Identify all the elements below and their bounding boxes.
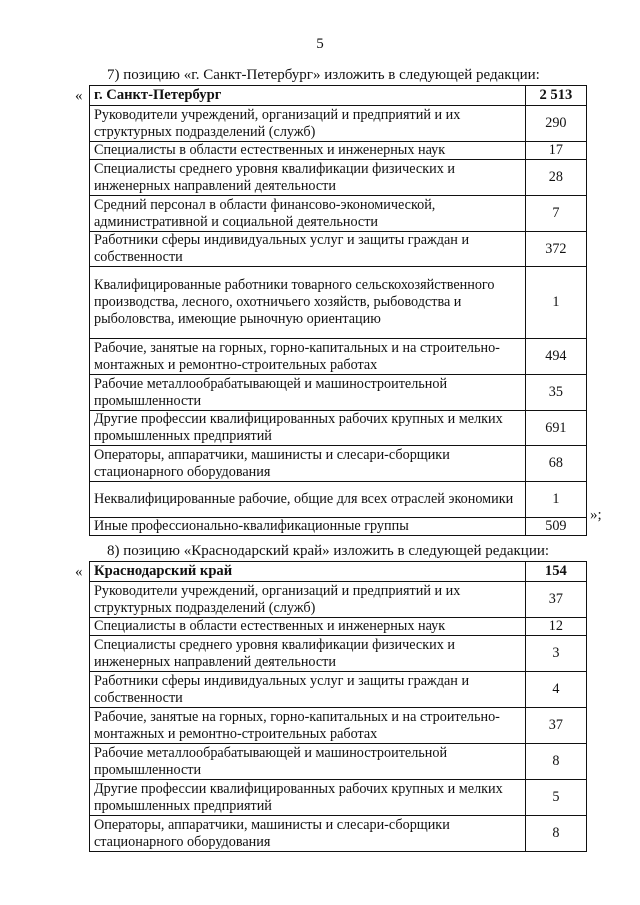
page-number: 5 — [316, 36, 324, 52]
table-header-row — [90, 86, 587, 106]
table-row — [90, 636, 587, 672]
table-row — [90, 708, 587, 744]
table-row — [90, 582, 587, 618]
table-row — [90, 160, 587, 196]
closing-quote: »; — [590, 507, 602, 523]
category-name: Рабочие металлообрабатывающей и машиностроительной промышленности — [90, 375, 526, 411]
category-name: Специалисты среднего уровня квалификации физических и инженерных направлений деятельности — [90, 636, 526, 672]
table-row — [90, 816, 587, 852]
category-value: 12 — [525, 618, 586, 636]
category-name: Неквалифицированные рабочие, общие для всех отраслей экономики — [90, 482, 526, 518]
category-name: Работники сферы индивидуальных услуг и защиты граждан и собственности — [90, 672, 526, 708]
table-row — [90, 106, 587, 142]
table-row — [90, 446, 587, 482]
category-value: 68 — [525, 446, 586, 482]
table-row — [90, 744, 587, 780]
category-value: 1 — [525, 482, 586, 518]
region-total: 154 — [525, 562, 586, 582]
category-value: 35 — [525, 375, 586, 411]
table-row — [90, 142, 587, 160]
table-row — [90, 482, 587, 518]
table-row — [90, 232, 587, 267]
category-name: Руководители учреждений, организаций и предприятий и их структурных подразделений (служб) — [90, 106, 526, 142]
category-name: Специалисты среднего уровня квалификации физических и инженерных направлений деятельности — [90, 160, 526, 196]
category-value: 494 — [525, 339, 586, 375]
category-value: 8 — [525, 744, 586, 780]
category-name: Другие профессии квалифицированных рабочих крупных и мелких промышленных предприятий — [90, 411, 526, 446]
category-name: Специалисты в области естественных и инженерных наук — [90, 142, 526, 160]
section-intro: 7) позицию «г. Санкт-Петербург» изложить в следующей редакции: — [107, 67, 540, 83]
staffing-table — [89, 85, 587, 536]
category-name: Рабочие, занятые на горных, горно-капитальных и на строительно-монтажных и ремонтно-строительных работах — [90, 339, 526, 375]
table-row — [90, 267, 587, 339]
category-name: Руководители учреждений, организаций и предприятий и их структурных подразделений (служб) — [90, 582, 526, 618]
staffing-table — [89, 561, 587, 852]
opening-quote: « — [75, 564, 83, 580]
category-value: 8 — [525, 816, 586, 852]
category-name: Работники сферы индивидуальных услуг и защиты граждан и собственности — [90, 232, 526, 267]
category-value: 4 — [525, 672, 586, 708]
category-name: Операторы, аппаратчики, машинисты и слесари-сборщики стационарного оборудования — [90, 446, 526, 482]
table-row — [90, 339, 587, 375]
category-name: Другие профессии квалифицированных рабочих крупных и мелких промышленных предприятий — [90, 780, 526, 816]
category-value: 372 — [525, 232, 586, 267]
category-value: 17 — [525, 142, 586, 160]
table-row — [90, 672, 587, 708]
category-value: 691 — [525, 411, 586, 446]
category-name: Специалисты в области естественных и инженерных наук — [90, 618, 526, 636]
category-value: 28 — [525, 160, 586, 196]
region-total: 2 513 — [525, 86, 586, 106]
category-name: Средний персонал в области финансово-экономической, административной и социальной деятельности — [90, 196, 526, 232]
region-name: г. Санкт-Петербург — [90, 86, 526, 106]
section-intro: 8) позицию «Краснодарский край» изложить в следующей редакции: — [107, 543, 550, 559]
table-row — [90, 196, 587, 232]
category-value: 37 — [525, 708, 586, 744]
table-header-row — [90, 562, 587, 582]
table-row — [90, 375, 587, 411]
region-name: Краснодарский край — [90, 562, 526, 582]
category-value: 3 — [525, 636, 586, 672]
table-row — [90, 411, 587, 446]
category-value: 5 — [525, 780, 586, 816]
category-value: 290 — [525, 106, 586, 142]
category-name: Квалифицированные работники товарного сельскохозяйственного производства, лесного, охотничьего хозяйств, рыбоводства и рыболовства, имеющие рыночную ориентацию — [90, 267, 526, 339]
category-name: Рабочие, занятые на горных, горно-капитальных и на строительно-монтажных и ремонтно-строительных работах — [90, 708, 526, 744]
table-row — [90, 618, 587, 636]
table-row — [90, 780, 587, 816]
category-name: Иные профессионально-квалификационные группы — [90, 518, 526, 536]
opening-quote: « — [75, 88, 83, 104]
category-value: 1 — [525, 267, 586, 339]
table-row — [90, 518, 587, 536]
category-name: Операторы, аппаратчики, машинисты и слесари-сборщики стационарного оборудования — [90, 816, 526, 852]
category-name: Рабочие металлообрабатывающей и машиностроительной промышленности — [90, 744, 526, 780]
category-value: 37 — [525, 582, 586, 618]
category-value: 509 — [525, 518, 586, 536]
category-value: 7 — [525, 196, 586, 232]
